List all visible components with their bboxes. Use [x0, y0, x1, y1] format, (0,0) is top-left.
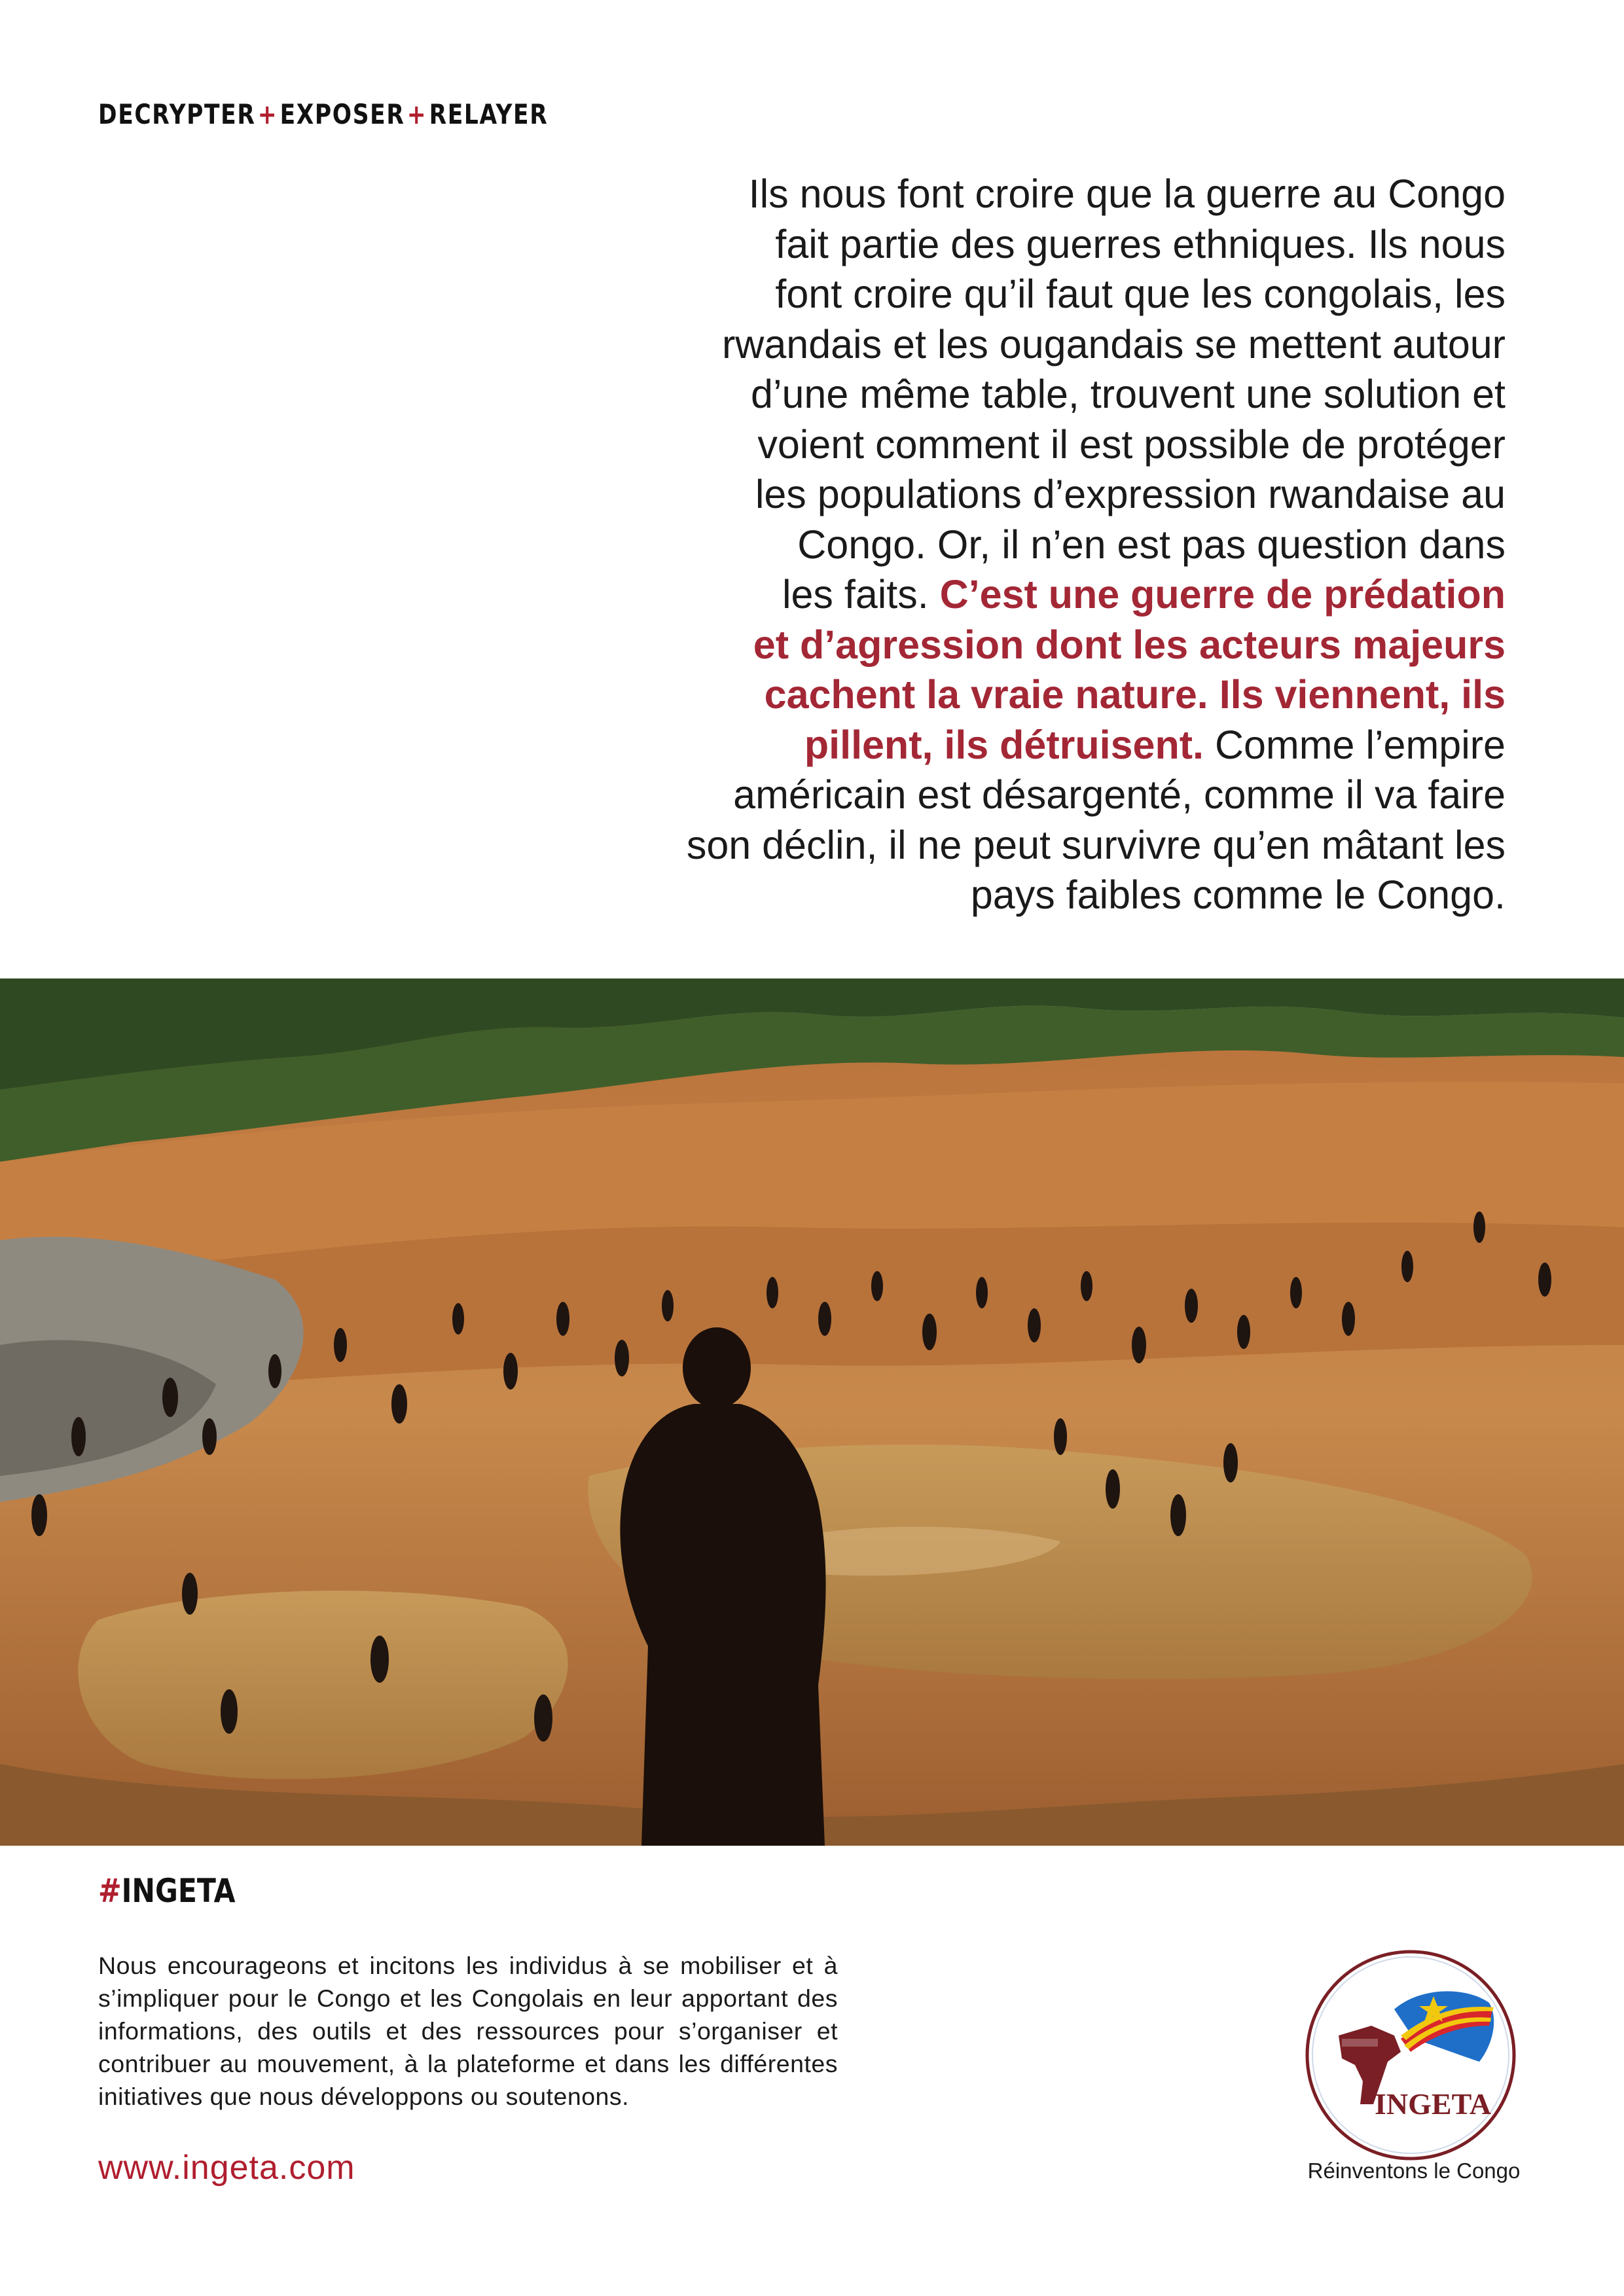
- tagline-separator: +: [406, 98, 427, 130]
- slogan: Réinventons le Congo: [1307, 2159, 1521, 2183]
- hashtag-symbol: #: [98, 1872, 122, 1910]
- quote-line: Ils nous font croire que la guerre au Congo: [748, 171, 1506, 216]
- quote-text: les faits.: [782, 572, 940, 617]
- quote-line: Congo. Or, il n’en est pas question dans: [797, 522, 1506, 567]
- quote-highlight: pillent, ils détruisent.: [804, 722, 1204, 767]
- quote-line: son déclin, il ne peut survivre qu’en mâtant les: [686, 822, 1506, 867]
- tagline-relayer: RELAYER: [429, 98, 549, 130]
- quote-line-mixed: [589, 720, 1506, 770]
- quote-line: rwandais et les ougandais se mettent autour: [721, 321, 1506, 367]
- hashtag-text: INGETA: [121, 1872, 236, 1910]
- quote-line: fait partie des guerres ethniques. Ils nous: [775, 221, 1506, 266]
- quote-line: font croire qu’il faut que les congolais, les: [775, 272, 1506, 316]
- hashtag-heading: [98, 1872, 236, 1910]
- quote-line: pays faibles comme le Congo.: [970, 872, 1506, 917]
- mission-statement: Nous encourageons et incitons les individus à se mobiliser et à s’impliquer pour le Congo et les Congolais en leur apportant des informations, des outils et des ressources pour s’organiser et contribuer au mouvement, à la plateforme et dans les différentes initiatives que nous développons ou soutenons.: [98, 1952, 838, 2110]
- quote-highlight-line: et d’agression dont les acteurs majeurs: [753, 622, 1506, 667]
- quote-line: d’une même table, trouvent une solution et: [751, 372, 1506, 416]
- quote-block: [589, 169, 1506, 920]
- quote-highlight: C’est une guerre de prédation: [939, 572, 1506, 617]
- logo-wordmark: INGETA: [1375, 2087, 1492, 2121]
- ingeta-logo: [1303, 1947, 1519, 2163]
- website-link[interactable]: www.ingeta.com: [98, 2149, 355, 2187]
- quote-line: voient comment il est possible de protéger: [757, 422, 1506, 467]
- quote-text: Comme l’empire: [1204, 722, 1506, 767]
- header-tagline: [98, 98, 548, 130]
- quote-highlight-line: cachent la vraie nature. Ils viennent, ils: [764, 672, 1506, 717]
- quote-line: les populations d’expression rwandaise au: [755, 472, 1506, 516]
- tagline-decrypter: DECRYPTER: [98, 98, 256, 130]
- tagline-separator: +: [257, 98, 278, 130]
- quote-line: américain est désargenté, comme il va faire: [733, 772, 1506, 817]
- mining-site-photo: [0, 978, 1624, 1846]
- quote-line-mixed: [589, 569, 1506, 620]
- tagline-exposer: EXPOSER: [280, 98, 405, 130]
